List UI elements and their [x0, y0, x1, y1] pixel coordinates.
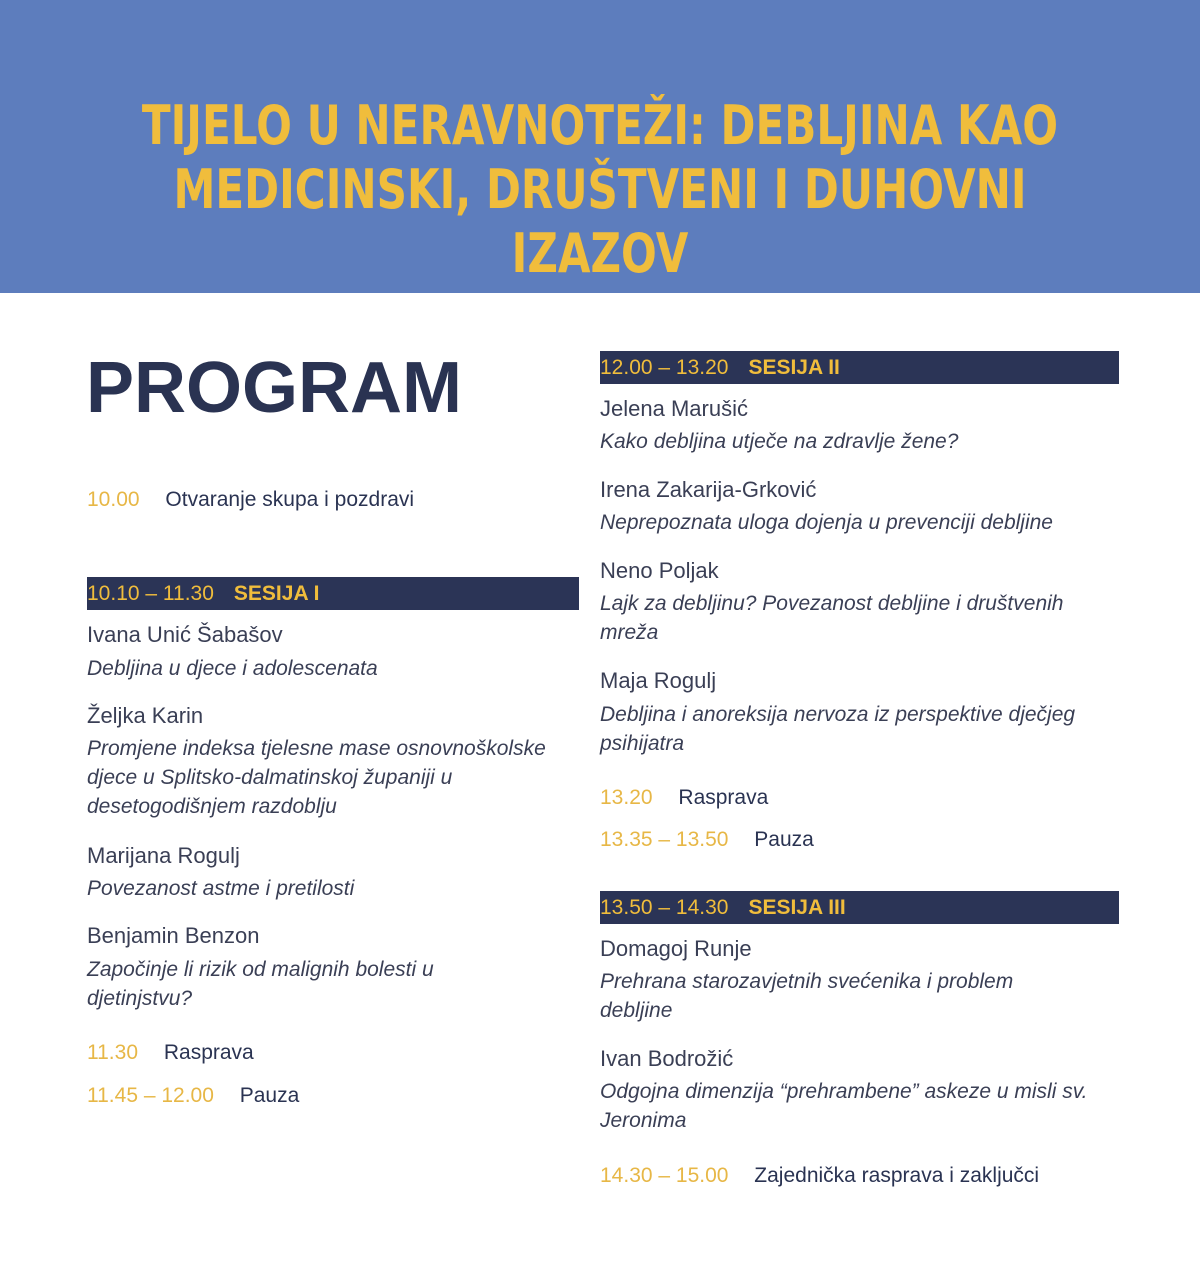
talk-title: Debljina u djece i adolescenata — [87, 657, 378, 680]
speaker-name: Benjamin Benzon — [87, 923, 260, 948]
session-2-break — [600, 826, 814, 854]
event-title-line-1: TIJELO U NERAVNOTEŽI: DEBLJINA KAO — [141, 94, 1059, 157]
talk-title: Odgojna dimenzija “prehrambene” askeze u misli sv. Jeronima — [600, 1080, 1088, 1132]
discussion-time: 11.30 — [87, 1041, 138, 1064]
discussion-label: Rasprava — [678, 786, 769, 809]
speaker-name: Domagoj Runje — [600, 936, 752, 961]
speaker-name: Irena Zakarija-Grković — [600, 477, 817, 502]
speaker-name: Ivana Unić Šabašov — [87, 622, 283, 647]
header-banner — [0, 0, 1200, 293]
opening-time: 10.00 — [87, 488, 140, 511]
session-1-discussion — [87, 1039, 254, 1067]
speaker-name: Marijana Rogulj — [87, 843, 240, 868]
break-time: 11.45 – 12.00 — [87, 1084, 214, 1107]
opening-label: Otvaranje skupa i pozdravi — [165, 488, 415, 511]
talk-title: Povezanost astme i pretilosti — [87, 877, 355, 900]
talk-title: Prehrana starozavjetnih svećenika i problem debljine — [600, 970, 1014, 1022]
break-time: 13.35 – 13.50 — [600, 828, 729, 851]
event-title-line-2: MEDICINSKI, DRUŠTVENI I DUHOVNI IZAZOV — [173, 158, 1027, 285]
session-2-bar — [600, 351, 1119, 384]
program-heading: PROGRAM — [86, 348, 462, 428]
closing-label: Zajednička rasprava i zaključci — [754, 1164, 1040, 1187]
break-label: Pauza — [754, 828, 814, 851]
discussion-time: 13.20 — [600, 786, 653, 809]
speaker-name: Maja Rogulj — [600, 668, 717, 693]
talk-title: Lajk za debljinu? Povezanost debljine i društvenih mreža — [600, 592, 1064, 644]
session-3-time: 13.50 – 14.30 — [600, 896, 729, 919]
session-2-discussion — [600, 784, 768, 812]
talk-title: Započinje li rizik od malignih bolesti u djetinjstvu? — [87, 958, 434, 1010]
speaker-name: Jelena Marušić — [600, 396, 748, 421]
discussion-label: Rasprava — [163, 1041, 254, 1064]
session-1-bar — [87, 577, 579, 610]
session-2-name: SESIJA II — [748, 356, 840, 379]
session-1-time: 10.10 – 11.30 — [87, 582, 214, 605]
talk-title: Debljina i anoreksija nervoza iz perspektive dječjeg psihijatra — [600, 703, 1076, 755]
session-3-bar — [600, 891, 1119, 924]
session-2-time: 12.00 – 13.20 — [600, 356, 729, 379]
event-title — [132, 94, 1068, 286]
opening-item — [87, 486, 414, 514]
talk-title: Promjene indeksa tjelesne mase osnovnoškolske djece u Splitsko-dalmatinskoj županiji u desetogodišnjem razdoblju — [87, 737, 546, 818]
talk-title: Neprepoznata uloga dojenja u prevenciji debljine — [600, 511, 1053, 534]
speaker-name: Željka Karin — [87, 703, 204, 728]
session-3-name: SESIJA III — [748, 896, 846, 919]
speaker-name: Neno Poljak — [600, 558, 719, 583]
closing-time: 14.30 – 15.00 — [600, 1164, 729, 1187]
speaker-name: Ivan Bodrožić — [600, 1046, 734, 1071]
break-label: Pauza — [239, 1084, 300, 1107]
talk-title: Kako debljina utječe na zdravlje žene? — [600, 430, 959, 453]
session-1-name: SESIJA I — [233, 582, 320, 605]
session-1-break — [87, 1082, 299, 1110]
closing-item — [600, 1162, 1039, 1190]
